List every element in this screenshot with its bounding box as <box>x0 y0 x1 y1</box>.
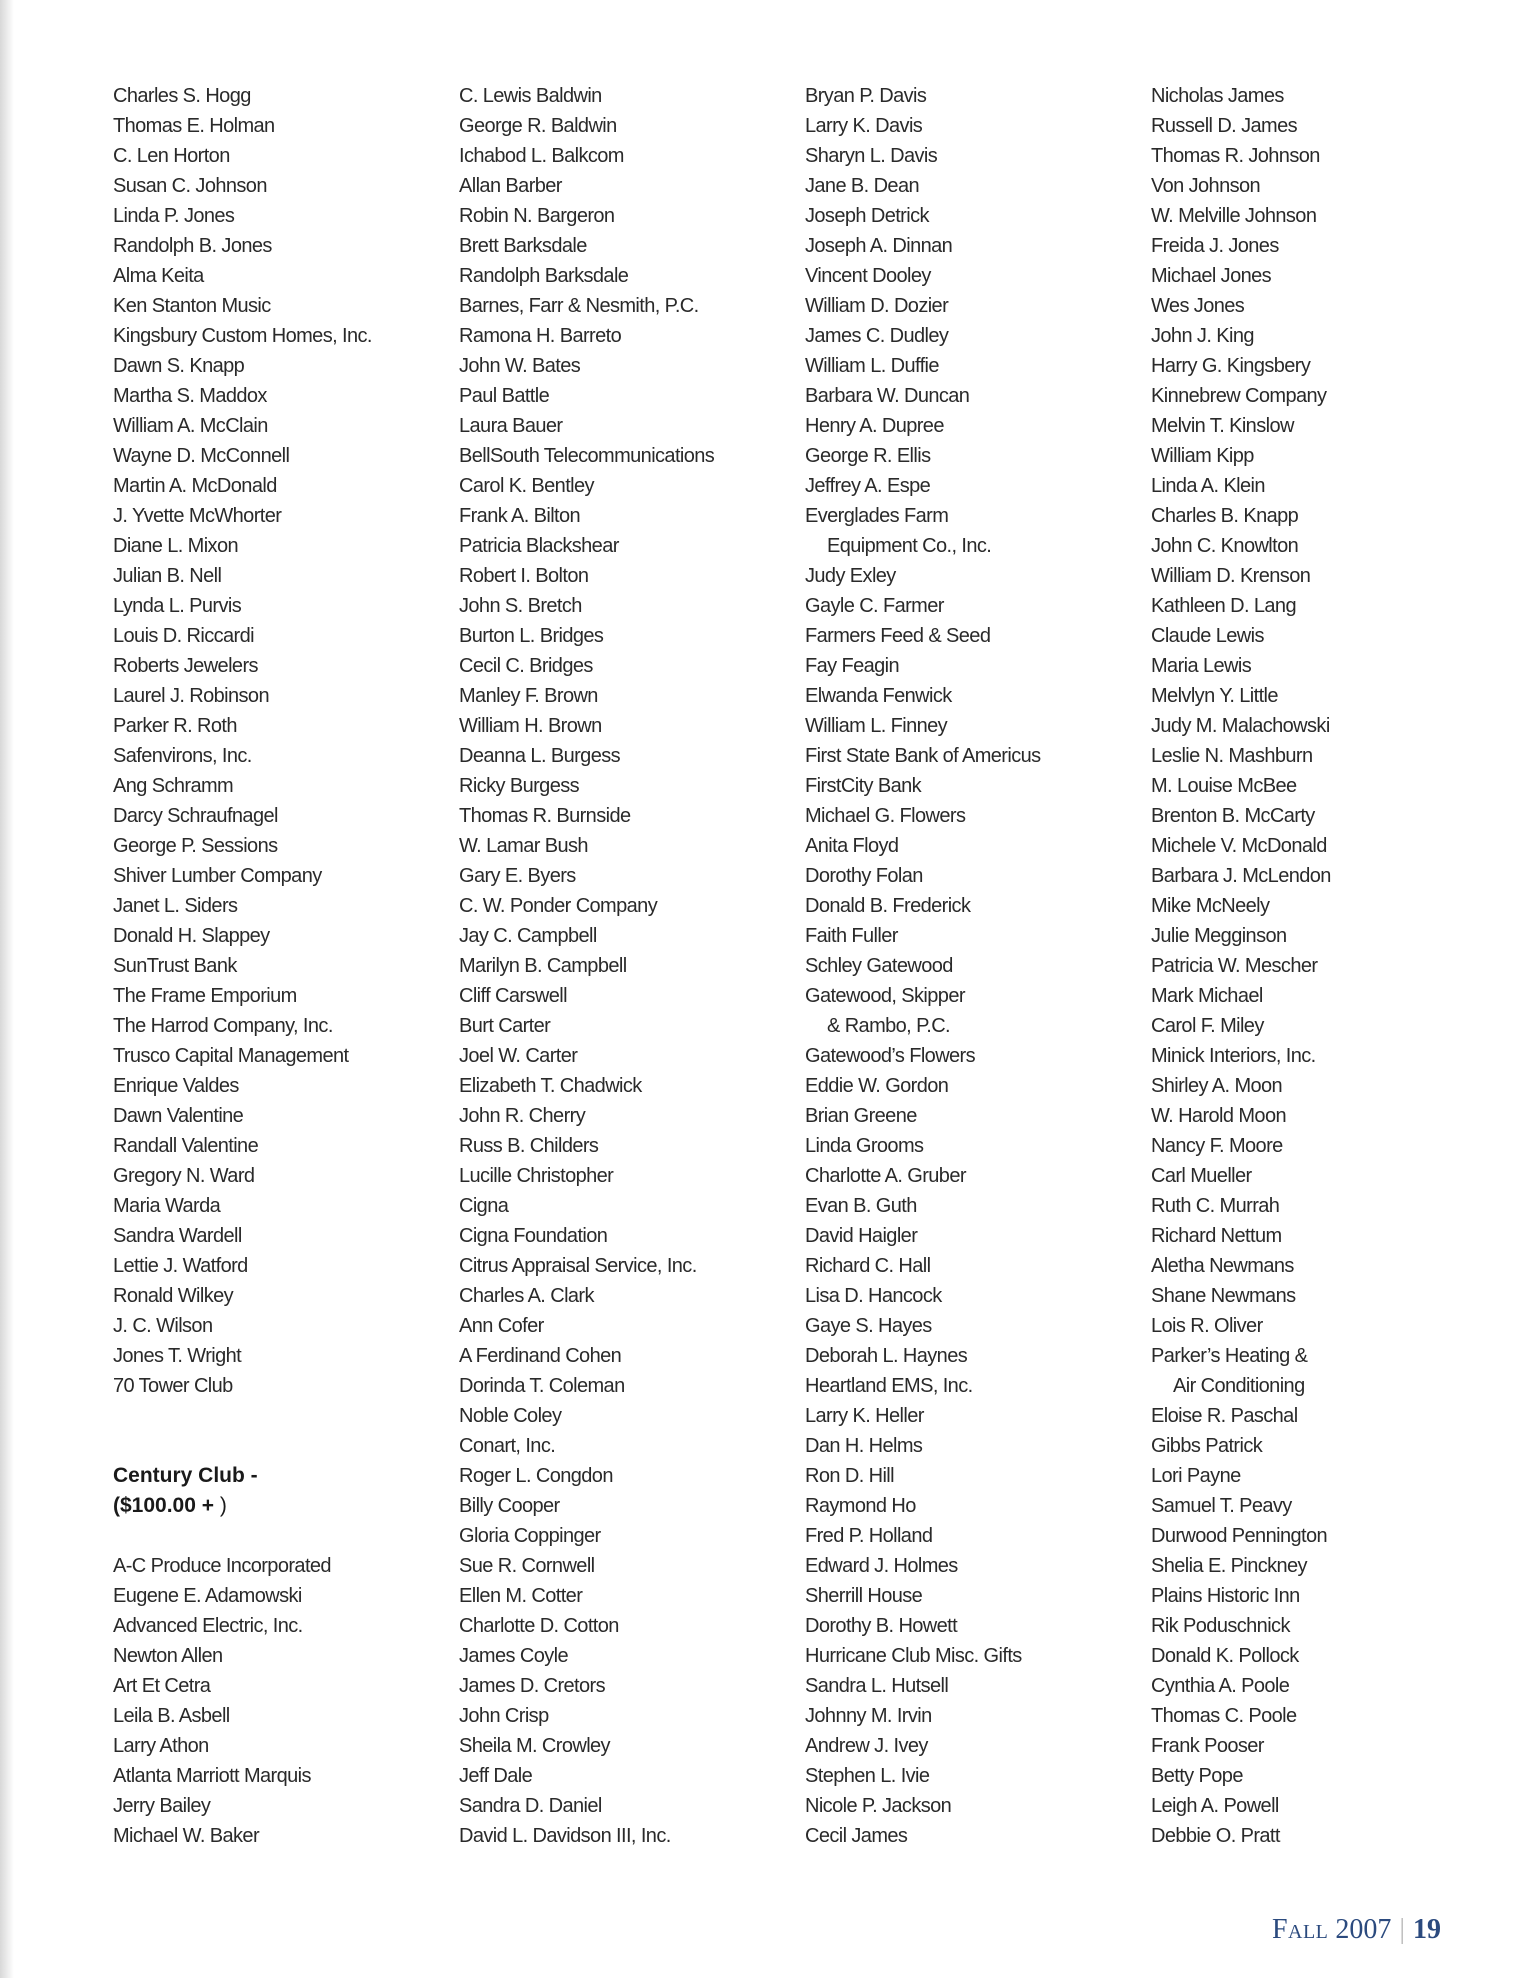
donor-name: Julian B. Nell <box>113 565 222 587</box>
donor-name: Richard Nettum <box>1151 1225 1282 1247</box>
donor-name: Charles B. Knapp <box>1151 505 1299 527</box>
donor-name: George R. Ellis <box>805 445 931 467</box>
donor-name: Trusco Capital Management <box>113 1045 349 1067</box>
donor-name: Fay Feagin <box>805 655 900 677</box>
donor-name: Janet L. Siders <box>113 895 238 917</box>
donor-name: John J. King <box>1151 325 1254 347</box>
donor-name: Ruth C. Murrah <box>1151 1195 1280 1217</box>
donor-name: Frank Pooser <box>1151 1735 1264 1757</box>
donor-name: Laura Bauer <box>459 415 563 437</box>
donor-name: Carol F. Miley <box>1151 1015 1264 1037</box>
donor-name: Deanna L. Burgess <box>459 745 621 767</box>
donor-name: Henry A. Dupree <box>805 415 944 437</box>
footer-year: 2007 <box>1335 1914 1392 1945</box>
donor-name: Donald H. Slappey <box>113 925 270 947</box>
donor-name: Bryan P. Davis <box>805 85 927 107</box>
donor-name: Randolph Barksdale <box>459 265 629 287</box>
footer-separator: | <box>1399 1914 1405 1945</box>
donor-name: Roberts Jewelers <box>113 655 258 677</box>
page-number: 19 <box>1413 1914 1441 1945</box>
donor-name: Susan C. Johnson <box>113 175 267 197</box>
donor-name: Patricia Blackshear <box>459 535 619 557</box>
donor-name: Elizabeth T. Chadwick <box>459 1075 642 1097</box>
donor-name: Stephen L. Ivie <box>805 1765 930 1787</box>
donor-name: Randolph B. Jones <box>113 235 272 257</box>
donor-name: Conart, Inc. <box>459 1435 556 1457</box>
donor-name: Robert I. Bolton <box>459 565 589 587</box>
donor-name: Russell D. James <box>1151 115 1297 137</box>
donor-name: Leigh A. Powell <box>1151 1795 1279 1817</box>
donor-name: Heartland EMS, Inc. <box>805 1375 973 1397</box>
donor-name: C. W. Ponder Company <box>459 895 658 917</box>
donor-list-1a <box>113 81 372 1401</box>
donor-name: Sharyn L. Davis <box>805 145 938 167</box>
donor-name: Noble Coley <box>459 1405 562 1427</box>
donor-name: Maria Lewis <box>1151 655 1252 677</box>
donor-name: James C. Dudley <box>805 325 949 347</box>
donor-name: Ellen M. Cotter <box>459 1585 583 1607</box>
donor-name: John C. Knowlton <box>1151 535 1299 557</box>
donor-name: Melvin T. Kinslow <box>1151 415 1294 437</box>
donor-name: Sheila M. Crowley <box>459 1735 610 1757</box>
donor-name: W. Harold Moon <box>1151 1105 1286 1127</box>
donor-name: Aletha Newmans <box>1151 1255 1294 1277</box>
donor-name: Claude Lewis <box>1151 625 1264 647</box>
donor-name: Dorothy B. Howett <box>805 1615 958 1637</box>
donor-name: 70 Tower Club <box>113 1375 233 1397</box>
donor-name: John Crisp <box>459 1705 549 1727</box>
donor-name: Randall Valentine <box>113 1135 259 1157</box>
donor-name: Lisa D. Hancock <box>805 1285 942 1307</box>
donor-name: Atlanta Marriott Marquis <box>113 1765 311 1787</box>
donor-name: First State Bank of Americus <box>805 745 1041 767</box>
donor-name: Sandra D. Daniel <box>459 1795 602 1817</box>
donor-name: The Harrod Company, Inc. <box>113 1015 333 1037</box>
heading-gap <box>113 1521 372 1551</box>
donor-name: Raymond Ho <box>805 1495 916 1517</box>
donor-name: Carl Mueller <box>1151 1165 1252 1187</box>
donor-name: Dorinda T. Coleman <box>459 1375 625 1397</box>
donor-name: Thomas C. Poole <box>1151 1705 1297 1727</box>
donor-name: W. Melville Johnson <box>1151 205 1317 227</box>
donor-name: Ann Cofer <box>459 1315 544 1337</box>
donor-name: Durwood Pennington <box>1151 1525 1327 1547</box>
donor-name: Anita Floyd <box>805 835 899 857</box>
donor-name: Samuel T. Peavy <box>1151 1495 1292 1517</box>
donor-name: William Kipp <box>1151 445 1254 467</box>
donor-name: Barnes, Farr & Nesmith, P.C. <box>459 295 699 317</box>
donor-name: Fred P. Holland <box>805 1525 933 1547</box>
donor-name: Carol K. Bentley <box>459 475 594 497</box>
donor-name: Gatewood, Skipper <box>805 985 965 1007</box>
donor-name: Burton L. Bridges <box>459 625 604 647</box>
donor-name: Vincent Dooley <box>805 265 931 287</box>
heading-line-1: Century Club - <box>113 1464 258 1487</box>
donor-name: Joseph A. Dinnan <box>805 235 953 257</box>
page-footer <box>1272 1913 1441 1947</box>
column-4 <box>1151 81 1331 1851</box>
donor-name: Eloise R. Paschal <box>1151 1405 1298 1427</box>
donor-name: Jerry Bailey <box>113 1795 211 1817</box>
donor-name: Lucille Christopher <box>459 1165 614 1187</box>
donor-name: Shirley A. Moon <box>1151 1075 1283 1097</box>
donor-name: Roger L. Congdon <box>459 1465 613 1487</box>
donor-name: Minick Interiors, Inc. <box>1151 1045 1316 1067</box>
donor-name: George R. Baldwin <box>459 115 617 137</box>
donor-name: Cliff Carswell <box>459 985 567 1007</box>
donor-name: Gregory N. Ward <box>113 1165 255 1187</box>
donor-name: Safenvirons, Inc. <box>113 745 252 767</box>
donor-name: Cigna <box>459 1195 509 1217</box>
donor-name: John W. Bates <box>459 355 581 377</box>
donor-list-1b <box>113 1551 372 1851</box>
donor-name: Cecil C. Bridges <box>459 655 593 677</box>
donor-name: Nancy F. Moore <box>1151 1135 1283 1157</box>
donor-name: John S. Bretch <box>459 595 582 617</box>
donor-name: C. Len Horton <box>113 145 230 167</box>
donor-name: Cecil James <box>805 1825 908 1847</box>
donor-name: Eddie W. Gordon <box>805 1075 949 1097</box>
donor-name: William H. Brown <box>459 715 602 737</box>
donor-name: Judy Exley <box>805 565 896 587</box>
donor-name: Newton Allen <box>113 1645 223 1667</box>
column-3 <box>805 81 1041 1851</box>
donor-name: Ron D. Hill <box>805 1465 894 1487</box>
donor-name: The Frame Emporium <box>113 985 297 1007</box>
footer-season: Fall <box>1271 1914 1329 1945</box>
donor-name: A-C Produce Incorporated <box>113 1555 331 1577</box>
donor-name: J. Yvette McWhorter <box>113 505 282 527</box>
donor-name: Martha S. Maddox <box>113 385 267 407</box>
donor-name: Kinnebrew Company <box>1151 385 1327 407</box>
donor-name: Shane Newmans <box>1151 1285 1296 1307</box>
donor-name: Louis D. Riccardi <box>113 625 254 647</box>
donor-name: Gary E. Byers <box>459 865 576 887</box>
donor-name: Kingsbury Custom Homes, Inc. <box>113 325 372 347</box>
donor-name: Thomas R. Johnson <box>1151 145 1320 167</box>
donor-name: Everglades Farm <box>805 505 949 527</box>
donor-name: Allan Barber <box>459 175 562 197</box>
donor-list-2 <box>459 81 714 1851</box>
donor-name: David L. Davidson III, Inc. <box>459 1825 671 1847</box>
donor-name: Sue R. Cornwell <box>459 1555 595 1577</box>
donor-name: Lois R. Oliver <box>1151 1315 1263 1337</box>
donor-name: Michael G. Flowers <box>805 805 966 827</box>
donor-name: Dawn Valentine <box>113 1105 244 1127</box>
donor-name: Ronald Wilkey <box>113 1285 234 1307</box>
section-gap <box>113 1401 372 1461</box>
donor-name: Debbie O. Pratt <box>1151 1825 1280 1847</box>
donor-name: Art Et Cetra <box>113 1675 211 1697</box>
donor-name: Wes Jones <box>1151 295 1245 317</box>
donor-name: Ken Stanton Music <box>113 295 271 317</box>
donor-name: William L. Duffie <box>805 355 939 377</box>
donor-name: Robin N. Bargeron <box>459 205 615 227</box>
donor-name: Leila B. Asbell <box>113 1705 230 1727</box>
donor-name: James D. Cretors <box>459 1675 605 1697</box>
donor-name: Barbara W. Duncan <box>805 385 970 407</box>
donor-name: Rik Poduschnick <box>1151 1615 1290 1637</box>
donor-name: Linda Grooms <box>805 1135 924 1157</box>
donor-name: Joel W. Carter <box>459 1045 578 1067</box>
donor-name: BellSouth Telecommunications <box>459 445 715 467</box>
donor-name: SunTrust Bank <box>113 955 237 977</box>
donor-name: Evan B. Guth <box>805 1195 917 1217</box>
donor-name: W. Lamar Bush <box>459 835 588 857</box>
donor-name: Parker’s Heating & <box>1151 1345 1308 1367</box>
donor-name: Lynda L. Purvis <box>113 595 242 617</box>
donor-name: Sandra Wardell <box>113 1225 242 1247</box>
donor-name: Edward J. Holmes <box>805 1555 958 1577</box>
donor-name: Leslie N. Mashburn <box>1151 745 1313 767</box>
donor-name: Freida J. Jones <box>1151 235 1279 257</box>
donor-name: Enrique Valdes <box>113 1075 239 1097</box>
donor-name: Billy Cooper <box>459 1495 560 1517</box>
donor-name: Larry K. Davis <box>805 115 923 137</box>
donor-name: Harry G. Kingsbery <box>1151 355 1311 377</box>
donor-name: Gibbs Patrick <box>1151 1435 1263 1457</box>
donor-name: Michael Jones <box>1151 265 1272 287</box>
donor-name: Joseph Detrick <box>805 205 929 227</box>
donor-name: Faith Fuller <box>805 925 898 947</box>
donor-name: William A. McClain <box>113 415 268 437</box>
donor-name: William D. Dozier <box>805 295 949 317</box>
donor-name: Cigna Foundation <box>459 1225 608 1247</box>
donor-name: Linda P. Jones <box>113 205 235 227</box>
donor-name: Marilyn B. Campbell <box>459 955 627 977</box>
donor-list-4 <box>1151 81 1331 1851</box>
donor-name: Charlotte D. Cotton <box>459 1615 619 1637</box>
donor-name: Burt Carter <box>459 1015 551 1037</box>
donor-name: M. Louise McBee <box>1151 775 1297 797</box>
donor-name: Von Johnson <box>1151 175 1261 197</box>
donor-name: Charlotte A. Gruber <box>805 1165 966 1187</box>
donor-name: Maria Warda <box>113 1195 221 1217</box>
donor-name: Sandra L. Hutsell <box>805 1675 949 1697</box>
donor-name: Equipment Co., Inc. <box>827 535 992 557</box>
donor-name: Parker R. Roth <box>113 715 237 737</box>
donor-name: George P. Sessions <box>113 835 278 857</box>
donor-name: Gaye S. Hayes <box>805 1315 932 1337</box>
donor-name: Shelia E. Pinckney <box>1151 1555 1307 1577</box>
donor-name: Citrus Appraisal Service, Inc. <box>459 1255 697 1277</box>
section-heading-century-club <box>113 1461 372 1521</box>
donor-name: Deborah L. Haynes <box>805 1345 968 1367</box>
donor-name: Manley F. Brown <box>459 685 598 707</box>
donor-name: Johnny M. Irvin <box>805 1705 932 1727</box>
donor-name: William D. Krenson <box>1151 565 1311 587</box>
donor-name: Linda A. Klein <box>1151 475 1265 497</box>
donor-name: Charles A. Clark <box>459 1285 594 1307</box>
donor-name: Jeff Dale <box>459 1765 533 1787</box>
donor-name: C. Lewis Baldwin <box>459 85 602 107</box>
donor-name: Julie Megginson <box>1151 925 1287 947</box>
donor-name: Dorothy Folan <box>805 865 923 887</box>
donor-name: Donald B. Frederick <box>805 895 971 917</box>
donor-name: Michael W. Baker <box>113 1825 260 1847</box>
donor-name: Lori Payne <box>1151 1465 1241 1487</box>
donor-name: Andrew J. Ivey <box>805 1735 928 1757</box>
donor-name: Eugene E. Adamowski <box>113 1585 302 1607</box>
donor-name: Brenton B. McCarty <box>1151 805 1315 827</box>
donor-name: James Coyle <box>459 1645 568 1667</box>
donor-name: Hurricane Club Misc. Gifts <box>805 1645 1022 1667</box>
donor-name: Patricia W. Mescher <box>1151 955 1318 977</box>
donor-name: Diane L. Mixon <box>113 535 238 557</box>
donor-name: Nicole P. Jackson <box>805 1795 952 1817</box>
donor-name: Gloria Coppinger <box>459 1525 601 1547</box>
donor-name: A Ferdinand Cohen <box>459 1345 622 1367</box>
donor-list-3 <box>805 81 1041 1851</box>
donor-name: Gayle C. Farmer <box>805 595 944 617</box>
heading-line-2 <box>113 1491 372 1521</box>
donor-name: Richard C. Hall <box>805 1255 931 1277</box>
donor-name: Nicholas James <box>1151 85 1284 107</box>
donor-name: Gatewood’s Flowers <box>805 1045 976 1067</box>
donor-name: J. C. Wilson <box>113 1315 213 1337</box>
donor-name: Frank A. Bilton <box>459 505 581 527</box>
donor-name: Jones T. Wright <box>113 1345 242 1367</box>
donor-name: Schley Gatewood <box>805 955 953 977</box>
donor-name: Donald K. Pollock <box>1151 1645 1299 1667</box>
donor-name: Lettie J. Watford <box>113 1255 248 1277</box>
donor-name: Mark Michael <box>1151 985 1263 1007</box>
column-1 <box>113 81 372 1851</box>
donor-name: Dawn S. Knapp <box>113 355 245 377</box>
donor-name: Darcy Schraufnagel <box>113 805 278 827</box>
donor-name: Mike McNeely <box>1151 895 1270 917</box>
donor-name: William L. Finney <box>805 715 948 737</box>
donor-name: Cynthia A. Poole <box>1151 1675 1290 1697</box>
donor-name: Wayne D. McConnell <box>113 445 290 467</box>
donor-name: Dan H. Helms <box>805 1435 923 1457</box>
donor-name: Alma Keita <box>113 265 204 287</box>
donor-name: Shiver Lumber Company <box>113 865 322 887</box>
donor-name: & Rambo, P.C. <box>827 1015 951 1037</box>
heading-amount: ($100.00 + <box>113 1494 220 1517</box>
column-2 <box>459 81 714 1851</box>
donor-name: Ichabod L. Balkcom <box>459 145 624 167</box>
donor-name: Plains Historic Inn <box>1151 1585 1300 1607</box>
donor-name: Thomas E. Holman <box>113 115 275 137</box>
donor-name: Martin A. McDonald <box>113 475 277 497</box>
donor-name: David Haigler <box>805 1225 918 1247</box>
donor-name: Barbara J. McLendon <box>1151 865 1331 887</box>
donor-name: Thomas R. Burnside <box>459 805 631 827</box>
donor-name: Jeffrey A. Espe <box>805 475 931 497</box>
donor-name: Sherrill House <box>805 1585 923 1607</box>
donor-name: Kathleen D. Lang <box>1151 595 1296 617</box>
donor-name: Ricky Burgess <box>459 775 580 797</box>
donor-name: Elwanda Fenwick <box>805 685 952 707</box>
donor-name: Russ B. Childers <box>459 1135 599 1157</box>
donor-name: Charles S. Hogg <box>113 85 251 107</box>
donor-name: Jane B. Dean <box>805 175 919 197</box>
donor-name: Melvlyn Y. Little <box>1151 685 1278 707</box>
donor-name: Larry K. Heller <box>805 1405 924 1427</box>
donor-name: Brett Barksdale <box>459 235 587 257</box>
page-gutter-shadow <box>0 0 14 1978</box>
donor-name: John R. Cherry <box>459 1105 586 1127</box>
donor-name: Advanced Electric, Inc. <box>113 1615 303 1637</box>
donor-name: Ang Schramm <box>113 775 234 797</box>
donor-name: Brian Greene <box>805 1105 917 1127</box>
heading-paren: ) <box>219 1494 227 1517</box>
donor-name: Ramona H. Barreto <box>459 325 622 347</box>
donor-name: Jay C. Campbell <box>459 925 597 947</box>
donor-name: Farmers Feed & Seed <box>805 625 991 647</box>
donor-name: Betty Pope <box>1151 1765 1243 1787</box>
donor-name: Michele V. McDonald <box>1151 835 1327 857</box>
donor-name: Larry Athon <box>113 1735 209 1757</box>
donor-name: Laurel J. Robinson <box>113 685 269 707</box>
donor-name: Air Conditioning <box>1173 1375 1305 1397</box>
donor-name: Paul Battle <box>459 385 550 407</box>
donor-name: Judy M. Malachowski <box>1151 715 1330 737</box>
donor-name: FirstCity Bank <box>805 775 922 797</box>
